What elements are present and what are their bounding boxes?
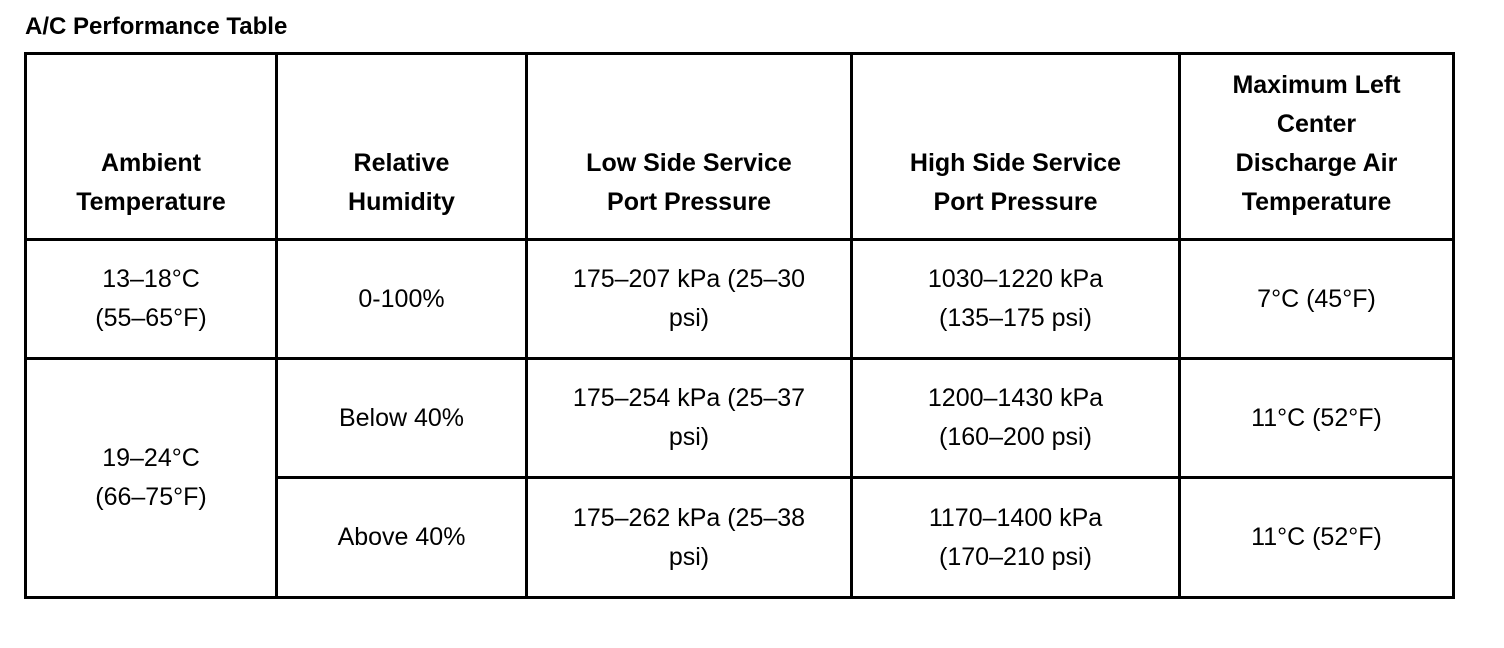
cell-line: 1170–1400 kPa	[928, 503, 1103, 532]
cell-line: 1030–1220 kPa	[927, 265, 1104, 293]
table-row	[26, 359, 1454, 478]
header-line: Low Side Service	[586, 149, 792, 177]
humidity-cell: Above 40%	[277, 478, 527, 598]
cell-line: (160–200 psi)	[939, 423, 1092, 451]
header-line: Ambient	[101, 149, 201, 177]
header-line: Port Pressure	[607, 188, 771, 216]
header-ambient-temperature	[26, 54, 277, 240]
high-side-cell	[852, 478, 1180, 598]
high-side-cell	[852, 240, 1180, 359]
header-low-side-pressure	[527, 54, 852, 240]
cell-line: 13–18°C	[102, 265, 200, 293]
max-temp-cell: 11°C (52°F)	[1180, 359, 1454, 478]
cell-line: (135–175 psi)	[939, 304, 1092, 332]
high-side-cell	[852, 359, 1180, 478]
header-line: Discharge Air	[1235, 148, 1398, 177]
cell-line: (66–75°F)	[95, 483, 207, 511]
humidity-cell: 0-100%	[277, 240, 527, 359]
header-line: Center	[1276, 109, 1357, 138]
header-line: Temperature	[76, 188, 226, 216]
cell-line: (170–210 psi)	[939, 542, 1092, 571]
header-max-discharge-temperature	[1180, 54, 1454, 240]
header-relative-humidity	[277, 54, 527, 240]
cell-line: psi)	[668, 542, 710, 571]
table-row	[26, 240, 1454, 359]
cell-line: 175–207 kPa (25–30	[572, 265, 806, 293]
ambient-cell	[26, 240, 277, 359]
max-temp-cell: 11°C (52°F)	[1180, 478, 1454, 598]
header-line: Port Pressure	[933, 188, 1098, 216]
humidity-cell: Below 40%	[277, 359, 527, 478]
cell-line: 175–254 kPa (25–37	[572, 384, 806, 412]
low-side-cell	[527, 240, 852, 359]
cell-line: psi)	[668, 423, 710, 451]
max-temp-cell: 7°C (45°F)	[1180, 240, 1454, 359]
cell-line: (55–65°F)	[95, 304, 207, 332]
header-line: Humidity	[348, 188, 455, 216]
table-header-row	[26, 54, 1454, 240]
cell-line: 1200–1430 kPa	[927, 384, 1104, 412]
cell-line: 175–262 kPa (25–38	[572, 503, 806, 532]
ac-performance-table	[24, 52, 1455, 599]
header-line: Maximum Left	[1232, 70, 1401, 99]
cell-line: 19–24°C	[102, 444, 200, 472]
header-high-side-pressure	[852, 54, 1180, 240]
ambient-cell	[26, 359, 277, 598]
header-line: Relative	[353, 149, 450, 177]
low-side-cell	[527, 359, 852, 478]
cell-line: psi)	[668, 304, 710, 332]
header-line: High Side Service	[909, 149, 1122, 177]
table-title: A/C Performance Table	[25, 13, 288, 40]
low-side-cell	[527, 478, 852, 598]
header-line: Temperature	[1241, 187, 1392, 216]
